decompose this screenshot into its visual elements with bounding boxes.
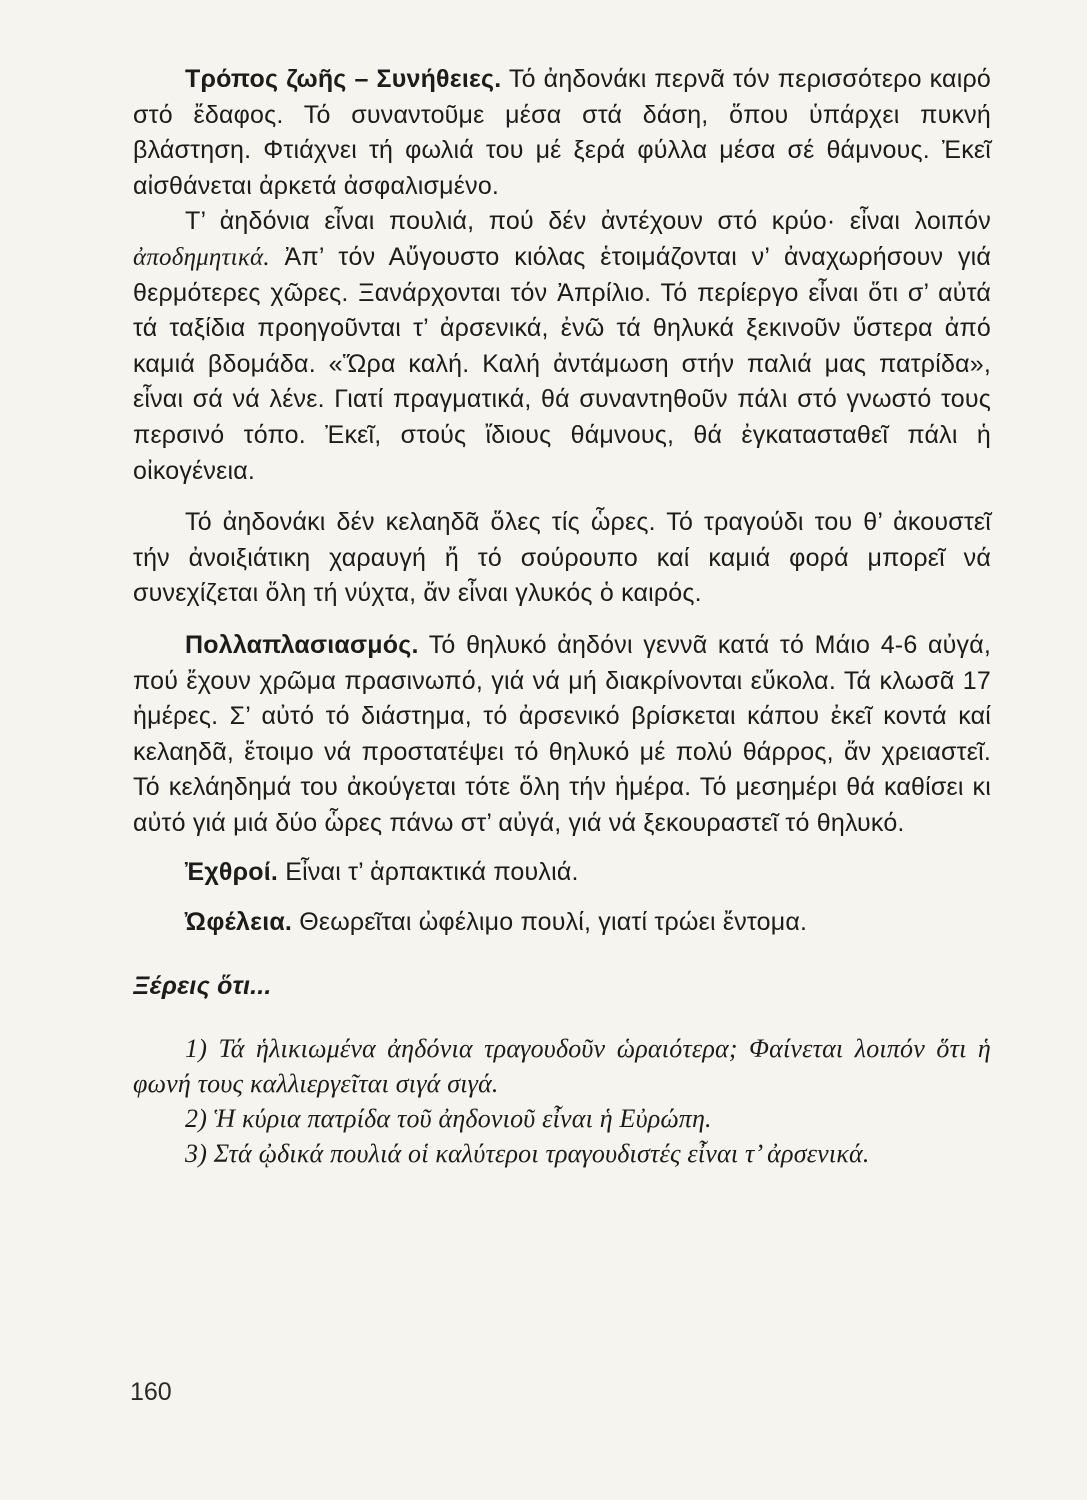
lifestyle-paragraph — [133, 62, 991, 204]
enemies-paragraph — [133, 855, 991, 891]
benefit-paragraph — [133, 905, 991, 941]
reproduction-paragraph — [133, 628, 991, 842]
lifestyle-text: Τό ἀηδονάκι περνᾶ τόν περισσότερο καιρό στό ἔδαφος. Τό συναντοῦμε μέσα στά δάση, ὅπου ὑπάρχει πυκνή βλάστηση. Φτιάχνει τή φωλιά του μέ ξερά φύλλα μέσα σέ θάμνους. Ἐκεῖ αἰσθάνεται ἀρκετά ἀσφαλισμένο. — [133, 65, 991, 200]
did-you-know-heading: Ξέρεις ὅτι... — [133, 971, 272, 1000]
migration-paragraph — [133, 204, 991, 489]
enemies-text: Εἶναι τ’ ἁρπακτικά πουλιά. — [278, 858, 579, 887]
did-you-know-list — [133, 1031, 991, 1171]
singing-paragraph — [133, 505, 991, 612]
enemies-heading: Ἐχθροί. — [185, 858, 279, 887]
migration-italic-word: ἀποδημητικά. — [133, 243, 270, 271]
reproduction-heading: Πολλαπλασιασμός. — [185, 630, 419, 659]
migration-text-after: Ἀπ’ τόν Αὔγουστο κιόλας ἑτοιμάζονται ν’ ἀναχωρήσουν γιά θερμότερες χῶρες. Ξανάρχονται τόν Ἀπρίλιο. Τό περίεργο εἶναι ὅτι σ’ αὐτά τά ταξίδια προηγοῦνται τ’ ἀρσενικά, ἐνῶ τά θηλυκά ξεκινοῦν ὕστερα ἀπό καμιά βδομάδα. «Ὥρα καλή. Καλή ἀντάμωση στήν παλιά μας πατρίδα», εἶναι σά νά λένε. Γιατί πραγματικά, θά συναντηθοῦν πάλι στό γνωστό τους περσινό τόπο. Ἐκεῖ, στούς ἴδιους θάμνους, θά ἐγκατασταθεῖ πάλι ἡ οἰκογένεια. — [133, 242, 991, 485]
reproduction-text: Τό θηλυκό ἀηδόνι γεννᾶ κατά τό Μάιο 4-6 αὐγά, πού ἔχουν χρῶμα πρασινωπό, γιά νά μή διακρίνονται εὔκολα. Τά κλωσᾶ 17 ἡμέρες. Σ’ αὐτό τό διάστημα, τό ἀρσενικό βρίσκεται κάπου ἐκεῖ κοντά καί κελαηδᾶ, ἕτοιμο νά προστατέψει τό θηλυκό μέ πολύ θάρρος, ἄν χρειαστεῖ. Τό κελάηδημά του ἀκούγεται τότε ὅλη τήν ἡμέρα. Τό μεσημέρι θά καθίσει κι αὐτό γιά μιά δύο ὧρες πάνω στ’ αὐγά, γιά νά ξεκουραστεῖ τό θηλυκό. — [133, 630, 991, 837]
fact-item-1: 1) Τά ἡλικιωμένα ἀηδόνια τραγουδοῦν ὡραιότερα; Φαίνεται λοιπόν ὅτι ἡ φωνή τους καλλιεργεῖται σιγά σιγά. — [133, 1033, 991, 1098]
benefit-heading: Ὠφέλεια. — [185, 908, 293, 937]
migration-text-before: Τ’ ἀηδόνια εἶναι πουλιά, πού δέν ἀντέχουν στό κρύο· εἶναι λοιπόν — [185, 207, 991, 236]
fact-item-2: 2) Ἡ κύρια πατρίδα τοῦ ἀηδονιοῦ εἶναι ἡ Εὐρώπη. — [185, 1103, 712, 1133]
page-number: 160 — [130, 1378, 172, 1406]
fact-item-3: 3) Στά ᾠδικά πουλιά οἱ καλύτεροι τραγουδιστές εἶναι τ’ ἀρσενικά. — [185, 1138, 870, 1168]
lifestyle-heading: Τρόπος ζωῆς – Συνήθειες. — [185, 65, 502, 93]
page-content — [133, 62, 991, 1171]
singing-text: Τό ἀηδονάκι δέν κελαηδᾶ ὅλες τίς ὧρες. Τό τραγούδι του θ’ ἀκουστεῖ τήν ἀνοιξιάτικη χαραυγή ἤ τό σούρουπο καί καμιά φορά μπορεῖ νά συνεχίζεται ὅλη τή νύχτα, ἄν εἶναι γλυκός ὁ καιρός. — [133, 508, 991, 608]
benefit-text: Θεωρεῖται ὠφέλιμο πουλί, γιατί τρώει ἔντομα. — [292, 908, 808, 937]
